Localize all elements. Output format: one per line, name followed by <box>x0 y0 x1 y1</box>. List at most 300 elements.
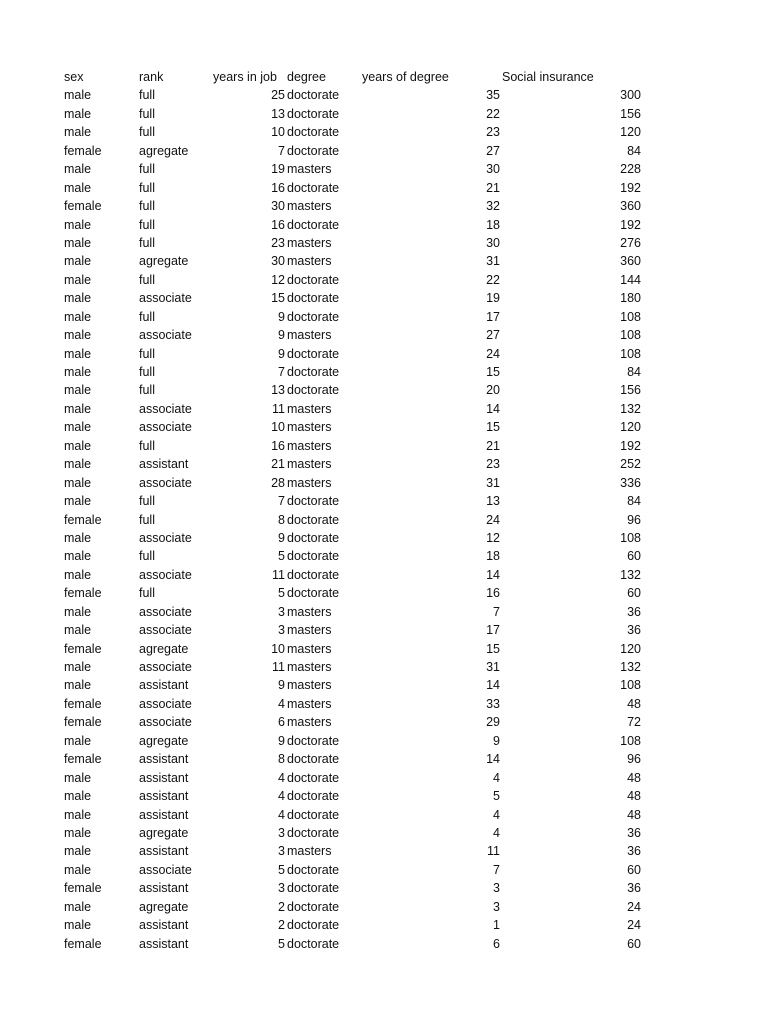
table-row <box>0 308 768 326</box>
cell-sex: male <box>64 106 92 121</box>
cell-rank: associate <box>139 291 192 306</box>
cell-sex: female <box>64 696 102 711</box>
cell-years-in-job: 3 <box>278 623 285 638</box>
header-degree: degree <box>287 70 326 84</box>
cell-degree: doctorate <box>287 733 340 748</box>
cell-degree: masters <box>287 420 332 435</box>
cell-rank: full <box>139 199 155 214</box>
cell-degree: doctorate <box>287 88 340 103</box>
cell-rank: assistant <box>139 752 189 767</box>
cell-years-in-job: 16 <box>271 438 285 453</box>
header-years-in-job: years in job <box>213 70 277 84</box>
cell-years-in-job: 9 <box>278 346 285 361</box>
table-row <box>0 381 768 399</box>
cell-years-in-job: 5 <box>278 549 285 564</box>
cell-sex: male <box>64 125 92 140</box>
cell-sex: male <box>64 88 92 103</box>
cell-degree: doctorate <box>287 106 340 121</box>
cell-rank: associate <box>139 696 192 711</box>
cell-degree: doctorate <box>287 309 340 324</box>
cell-rank: full <box>139 549 155 564</box>
cell-years-in-job: 3 <box>278 604 285 619</box>
cell-years-in-job: 10 <box>271 125 285 140</box>
cell-social-insurance: 156 <box>620 106 641 121</box>
table-row <box>0 713 768 731</box>
cell-years-of-degree: 27 <box>486 143 500 158</box>
cell-social-insurance: 60 <box>627 586 641 601</box>
cell-years-of-degree: 3 <box>493 899 500 914</box>
cell-sex: male <box>64 328 92 343</box>
cell-social-insurance: 336 <box>620 475 641 490</box>
cell-degree: doctorate <box>287 936 340 951</box>
cell-degree: masters <box>287 162 332 177</box>
cell-social-insurance: 252 <box>620 457 641 472</box>
cell-sex: male <box>64 494 92 509</box>
cell-rank: full <box>139 383 155 398</box>
table-row <box>0 400 768 418</box>
table-row <box>0 916 768 934</box>
table-row <box>0 455 768 473</box>
cell-years-in-job: 9 <box>278 733 285 748</box>
table-body <box>0 86 768 953</box>
cell-rank: assistant <box>139 807 189 822</box>
table-row <box>0 474 768 492</box>
cell-years-in-job: 3 <box>278 825 285 840</box>
cell-sex: female <box>64 586 102 601</box>
cell-years-in-job: 19 <box>271 162 285 177</box>
cell-years-of-degree: 11 <box>487 844 500 859</box>
cell-degree: masters <box>287 475 332 490</box>
cell-rank: assistant <box>139 789 189 804</box>
cell-degree: masters <box>287 844 332 859</box>
cell-rank: full <box>139 586 155 601</box>
cell-social-insurance: 192 <box>620 217 641 232</box>
cell-degree: masters <box>287 328 332 343</box>
cell-sex: male <box>64 789 92 804</box>
table-row <box>0 861 768 879</box>
cell-years-of-degree: 19 <box>486 291 500 306</box>
cell-years-of-degree: 7 <box>493 604 500 619</box>
cell-years-in-job: 30 <box>271 254 285 269</box>
cell-years-in-job: 9 <box>278 530 285 545</box>
cell-degree: doctorate <box>287 752 340 767</box>
cell-social-insurance: 96 <box>627 752 641 767</box>
cell-years-of-degree: 31 <box>486 254 500 269</box>
cell-rank: agregate <box>139 641 189 656</box>
cell-years-in-job: 15 <box>271 291 285 306</box>
cell-degree: doctorate <box>287 512 340 527</box>
cell-social-insurance: 108 <box>620 733 641 748</box>
cell-years-in-job: 5 <box>278 586 285 601</box>
table-row <box>0 160 768 178</box>
cell-rank: full <box>139 88 155 103</box>
cell-years-in-job: 7 <box>278 365 285 379</box>
cell-social-insurance: 108 <box>620 309 641 324</box>
cell-rank: assistant <box>139 936 189 951</box>
header-row <box>0 68 768 86</box>
cell-years-of-degree: 21 <box>486 180 500 195</box>
table-row <box>0 842 768 860</box>
cell-years-of-degree: 24 <box>486 512 500 527</box>
cell-rank: full <box>139 309 155 324</box>
cell-degree: masters <box>287 678 332 693</box>
cell-years-of-degree: 17 <box>486 623 500 638</box>
cell-sex: male <box>64 475 92 490</box>
cell-sex: male <box>64 162 92 177</box>
cell-social-insurance: 84 <box>627 365 641 379</box>
cell-degree: doctorate <box>287 549 340 564</box>
cell-years-of-degree: 20 <box>486 383 500 398</box>
table-row <box>0 529 768 547</box>
cell-degree: doctorate <box>287 807 340 822</box>
cell-degree: doctorate <box>287 899 340 914</box>
cell-rank: full <box>139 512 155 527</box>
cell-social-insurance: 36 <box>627 825 641 840</box>
cell-sex: male <box>64 401 92 416</box>
cell-rank: full <box>139 217 155 232</box>
cell-degree: masters <box>287 696 332 711</box>
cell-years-of-degree: 31 <box>486 660 500 674</box>
table-row <box>0 105 768 123</box>
cell-social-insurance: 48 <box>627 696 641 711</box>
cell-years-in-job: 11 <box>272 660 285 674</box>
cell-social-insurance: 24 <box>627 899 641 914</box>
cell-years-of-degree: 32 <box>486 199 500 214</box>
cell-social-insurance: 120 <box>620 420 641 435</box>
cell-years-in-job: 13 <box>271 383 285 398</box>
table-row <box>0 197 768 215</box>
cell-social-insurance: 36 <box>627 881 641 896</box>
table-row <box>0 603 768 621</box>
cell-rank: assistant <box>139 844 189 859</box>
cell-years-of-degree: 6 <box>493 936 500 951</box>
table-row <box>0 234 768 252</box>
cell-rank: full <box>139 106 155 121</box>
cell-years-in-job: 7 <box>278 143 285 158</box>
cell-rank: full <box>139 346 155 361</box>
cell-degree: masters <box>287 457 332 472</box>
cell-years-in-job: 10 <box>271 641 285 656</box>
table-row <box>0 363 768 381</box>
cell-social-insurance: 72 <box>627 715 641 730</box>
cell-degree: doctorate <box>287 383 340 398</box>
cell-sex: male <box>64 770 92 785</box>
cell-degree: doctorate <box>287 494 340 509</box>
table-row <box>0 437 768 455</box>
cell-sex: male <box>64 899 92 914</box>
table-row <box>0 640 768 658</box>
cell-degree: doctorate <box>287 180 340 195</box>
cell-years-of-degree: 1 <box>493 918 500 933</box>
cell-social-insurance: 132 <box>620 401 641 416</box>
cell-sex: female <box>64 936 102 951</box>
table-row <box>0 123 768 141</box>
table-row <box>0 806 768 824</box>
cell-years-of-degree: 23 <box>486 457 500 472</box>
cell-years-in-job: 9 <box>278 328 285 343</box>
cell-sex: female <box>64 641 102 656</box>
table-row <box>0 879 768 897</box>
cell-years-of-degree: 22 <box>486 272 500 287</box>
cell-years-of-degree: 21 <box>486 438 500 453</box>
cell-sex: male <box>64 807 92 822</box>
cell-social-insurance: 60 <box>627 862 641 877</box>
cell-social-insurance: 48 <box>627 807 641 822</box>
cell-sex: male <box>64 862 92 877</box>
header-years-of-degree: years of degree <box>362 70 449 84</box>
cell-degree: masters <box>287 199 332 214</box>
cell-social-insurance: 60 <box>627 936 641 951</box>
cell-years-in-job: 3 <box>278 881 285 896</box>
cell-sex: male <box>64 567 92 582</box>
cell-sex: female <box>64 715 102 730</box>
cell-rank: assistant <box>139 457 189 472</box>
cell-rank: associate <box>139 328 192 343</box>
table-row <box>0 271 768 289</box>
table-row <box>0 326 768 344</box>
cell-social-insurance: 48 <box>627 789 641 804</box>
cell-sex: male <box>64 309 92 324</box>
cell-degree: doctorate <box>287 365 340 379</box>
cell-sex: male <box>64 272 92 287</box>
cell-sex: female <box>64 881 102 896</box>
cell-degree: doctorate <box>287 567 340 582</box>
cell-years-of-degree: 33 <box>486 696 500 711</box>
cell-degree: doctorate <box>287 770 340 785</box>
cell-degree: doctorate <box>287 881 340 896</box>
cell-social-insurance: 60 <box>627 549 641 564</box>
header-rank: rank <box>139 70 164 84</box>
table-row <box>0 566 768 584</box>
cell-degree: masters <box>287 660 332 674</box>
cell-years-of-degree: 7 <box>493 862 500 877</box>
cell-years-in-job: 7 <box>278 494 285 509</box>
cell-years-in-job: 8 <box>278 752 285 767</box>
cell-years-of-degree: 17 <box>486 309 500 324</box>
cell-years-in-job: 5 <box>278 862 285 877</box>
cell-rank: full <box>139 494 155 509</box>
cell-social-insurance: 300 <box>620 88 641 103</box>
cell-sex: male <box>64 918 92 933</box>
cell-years-in-job: 4 <box>278 789 285 804</box>
cell-degree: masters <box>287 235 332 250</box>
data-table <box>0 68 768 953</box>
cell-social-insurance: 36 <box>627 604 641 619</box>
cell-rank: full <box>139 235 155 250</box>
cell-years-in-job: 3 <box>278 844 285 859</box>
cell-years-of-degree: 9 <box>493 733 500 748</box>
cell-sex: male <box>64 420 92 435</box>
cell-years-in-job: 23 <box>271 235 285 250</box>
cell-rank: full <box>139 365 155 379</box>
cell-social-insurance: 156 <box>620 383 641 398</box>
cell-rank: full <box>139 438 155 453</box>
cell-rank: associate <box>139 530 192 545</box>
cell-years-of-degree: 30 <box>486 162 500 177</box>
cell-years-of-degree: 15 <box>486 420 500 435</box>
cell-degree: masters <box>287 623 332 638</box>
cell-years-in-job: 9 <box>278 678 285 693</box>
cell-rank: full <box>139 272 155 287</box>
cell-social-insurance: 36 <box>627 844 641 859</box>
cell-years-of-degree: 15 <box>486 365 500 379</box>
table-row <box>0 142 768 160</box>
cell-years-in-job: 2 <box>278 899 285 914</box>
cell-years-in-job: 11 <box>272 401 285 416</box>
cell-social-insurance: 48 <box>627 770 641 785</box>
cell-years-of-degree: 16 <box>486 586 500 601</box>
cell-years-in-job: 16 <box>271 180 285 195</box>
cell-sex: male <box>64 457 92 472</box>
cell-sex: male <box>64 235 92 250</box>
cell-degree: doctorate <box>287 272 340 287</box>
cell-years-of-degree: 14 <box>486 401 500 416</box>
cell-rank: associate <box>139 420 192 435</box>
cell-years-in-job: 2 <box>278 918 285 933</box>
cell-years-of-degree: 3 <box>493 881 500 896</box>
cell-degree: masters <box>287 254 332 269</box>
cell-social-insurance: 24 <box>627 918 641 933</box>
table-row <box>0 216 768 234</box>
table-row <box>0 252 768 270</box>
cell-rank: full <box>139 125 155 140</box>
cell-social-insurance: 108 <box>620 346 641 361</box>
cell-sex: male <box>64 678 92 693</box>
cell-sex: male <box>64 660 92 674</box>
table-row <box>0 769 768 787</box>
cell-rank: associate <box>139 567 192 582</box>
table-row <box>0 345 768 363</box>
cell-rank: full <box>139 162 155 177</box>
cell-years-of-degree: 24 <box>486 346 500 361</box>
cell-sex: male <box>64 180 92 195</box>
cell-years-of-degree: 27 <box>486 328 500 343</box>
cell-years-in-job: 5 <box>278 936 285 951</box>
cell-sex: male <box>64 217 92 232</box>
cell-social-insurance: 84 <box>627 494 641 509</box>
cell-degree: masters <box>287 604 332 619</box>
cell-rank: assistant <box>139 770 189 785</box>
cell-years-of-degree: 5 <box>493 789 500 804</box>
cell-years-in-job: 4 <box>278 696 285 711</box>
cell-years-of-degree: 4 <box>493 770 500 785</box>
table-row <box>0 621 768 639</box>
cell-social-insurance: 108 <box>620 328 641 343</box>
table-row <box>0 787 768 805</box>
cell-years-in-job: 13 <box>271 106 285 121</box>
cell-rank: associate <box>139 623 192 638</box>
cell-social-insurance: 120 <box>620 125 641 140</box>
header-sex: sex <box>64 70 84 84</box>
cell-years-of-degree: 35 <box>486 88 500 103</box>
cell-sex: male <box>64 530 92 545</box>
cell-degree: doctorate <box>287 143 340 158</box>
table-row <box>0 935 768 953</box>
cell-rank: agregate <box>139 254 189 269</box>
cell-degree: masters <box>287 401 332 416</box>
cell-years-in-job: 8 <box>278 512 285 527</box>
cell-degree: doctorate <box>287 918 340 933</box>
cell-sex: female <box>64 199 102 214</box>
cell-years-of-degree: 14 <box>486 678 500 693</box>
cell-years-of-degree: 23 <box>486 125 500 140</box>
table-row <box>0 898 768 916</box>
cell-sex: male <box>64 844 92 859</box>
cell-years-of-degree: 22 <box>486 106 500 121</box>
cell-degree: doctorate <box>287 530 340 545</box>
header-social-insurance: Social insurance <box>502 70 594 84</box>
cell-rank: full <box>139 180 155 195</box>
cell-years-of-degree: 4 <box>493 825 500 840</box>
cell-degree: masters <box>287 438 332 453</box>
cell-years-of-degree: 14 <box>486 752 500 767</box>
table-row <box>0 732 768 750</box>
cell-sex: male <box>64 733 92 748</box>
cell-social-insurance: 192 <box>620 180 641 195</box>
cell-social-insurance: 360 <box>620 254 641 269</box>
table-row <box>0 658 768 676</box>
cell-degree: doctorate <box>287 862 340 877</box>
cell-sex: female <box>64 143 102 158</box>
table-row <box>0 492 768 510</box>
cell-years-in-job: 6 <box>278 715 285 730</box>
cell-degree: doctorate <box>287 825 340 840</box>
cell-degree: doctorate <box>287 291 340 306</box>
cell-social-insurance: 180 <box>620 291 641 306</box>
cell-social-insurance: 228 <box>620 162 641 177</box>
cell-degree: doctorate <box>287 789 340 804</box>
cell-social-insurance: 144 <box>620 272 641 287</box>
cell-sex: female <box>64 752 102 767</box>
cell-social-insurance: 276 <box>620 235 641 250</box>
cell-sex: male <box>64 825 92 840</box>
cell-years-in-job: 21 <box>271 457 285 472</box>
cell-sex: male <box>64 254 92 269</box>
cell-years-in-job: 4 <box>278 807 285 822</box>
cell-rank: associate <box>139 715 192 730</box>
cell-years-of-degree: 29 <box>486 715 500 730</box>
cell-years-of-degree: 30 <box>486 235 500 250</box>
cell-years-of-degree: 18 <box>486 217 500 232</box>
cell-social-insurance: 120 <box>620 641 641 656</box>
table-row <box>0 179 768 197</box>
cell-years-of-degree: 4 <box>493 807 500 822</box>
cell-rank: assistant <box>139 678 189 693</box>
cell-years-of-degree: 14 <box>486 567 500 582</box>
table-row <box>0 418 768 436</box>
cell-social-insurance: 84 <box>627 143 641 158</box>
cell-sex: male <box>64 291 92 306</box>
cell-years-of-degree: 12 <box>486 530 500 545</box>
table-row <box>0 86 768 104</box>
cell-sex: male <box>64 604 92 619</box>
cell-years-of-degree: 18 <box>486 549 500 564</box>
cell-years-in-job: 10 <box>271 420 285 435</box>
cell-social-insurance: 132 <box>620 567 641 582</box>
table-row <box>0 289 768 307</box>
cell-degree: masters <box>287 715 332 730</box>
cell-rank: agregate <box>139 825 189 840</box>
cell-sex: male <box>64 346 92 361</box>
cell-rank: associate <box>139 401 192 416</box>
cell-social-insurance: 132 <box>620 660 641 674</box>
cell-degree: doctorate <box>287 346 340 361</box>
cell-sex: male <box>64 383 92 398</box>
cell-degree: doctorate <box>287 586 340 601</box>
cell-sex: female <box>64 512 102 527</box>
cell-sex: male <box>64 549 92 564</box>
cell-rank: associate <box>139 475 192 490</box>
